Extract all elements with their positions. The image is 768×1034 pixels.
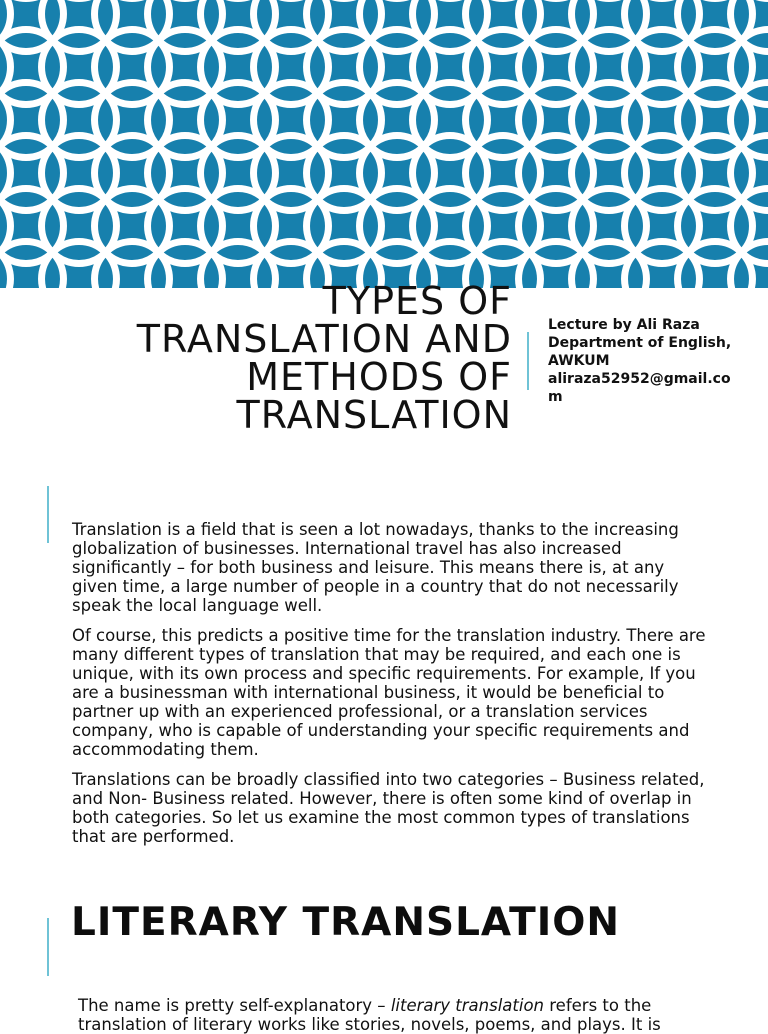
- title-line: METHODS OF: [246, 355, 512, 399]
- intro-paragraph: Of course, this predicts a positive time for the translation industry. There are many different types of translation that may be required, and each one is unique, with its own process and specific requirements. For example, If you are a businessman with international business, it would be beneficial to partner up with an experienced professional, or a translation services company, who is capable of understanding your specific requirements and accommodating them.: [72, 626, 706, 759]
- section-text-start: The name is pretty self-explanatory –: [78, 996, 391, 1015]
- title-line: TRANSLATION AND: [136, 317, 512, 361]
- lecturer-name: Lecture by Ali Raza: [548, 317, 700, 333]
- accent-bar: [47, 918, 49, 976]
- lecture-info: [548, 316, 744, 406]
- intro-paragraph: Translations can be broadly classified into two categories – Business related, and Non- Business related. However, there is often some kind of overlap in both categories. So let us examine the most common types of translations that are performed.: [72, 770, 705, 846]
- page-title: [60, 279, 512, 437]
- section-heading: LITERARY TRANSLATION: [71, 900, 620, 945]
- section-paragraph: [78, 996, 718, 1034]
- title-divider: [527, 332, 529, 390]
- title-line: TYPES OF: [322, 279, 512, 323]
- department: Department of English,: [548, 335, 732, 351]
- circle-lattice-pattern: [0, 0, 768, 288]
- email: aliraza52952@gmail.com: [548, 371, 731, 405]
- decorative-banner: [0, 0, 768, 288]
- section-text-end: refers to the translation of literary works like stories, novels, poems, and plays. It is: [78, 996, 661, 1034]
- section-text-italic: literary translation: [390, 996, 545, 1015]
- title-line: TRANSLATION: [236, 393, 512, 437]
- university: AWKUM: [548, 353, 610, 369]
- intro-paragraph: Translation is a field that is seen a lot nowadays, thanks to the increasing globalization of businesses. International travel has also increased significantly – for both business and leisure. This means there is, at any given time, a large number of people in a country that do not necessarily speak the local language well.: [72, 520, 679, 615]
- intro-text: [72, 520, 712, 857]
- accent-bar: [47, 486, 49, 543]
- section-text: [78, 996, 718, 1034]
